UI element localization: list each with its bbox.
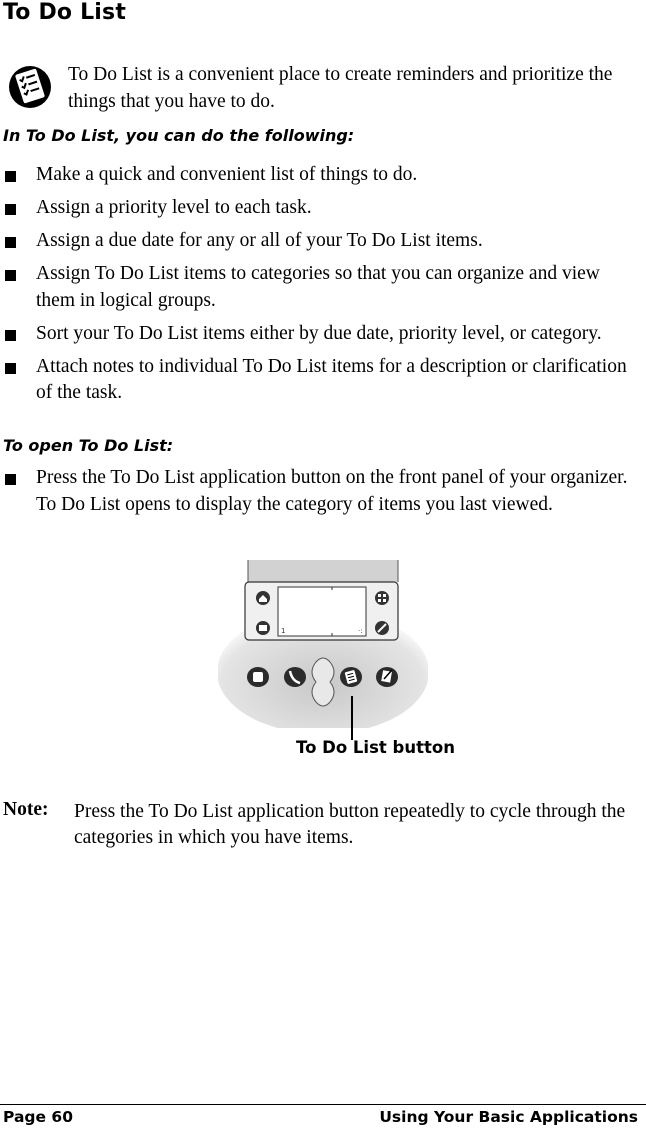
note-text: Press the To Do List application button repeatedly to cycle through the categories in which you have items.	[74, 801, 626, 848]
bullet-square-icon	[5, 330, 16, 341]
bullet-square-icon	[5, 363, 16, 374]
page-number: Page 60	[3, 1108, 73, 1126]
feature-list	[0, 162, 640, 413]
callout-line	[351, 696, 353, 740]
bullet-square-icon	[5, 270, 16, 281]
svg-text:1: 1	[281, 627, 286, 635]
list-item: Assign a due date for any or all of your To Do List items.	[0, 228, 640, 255]
note-label: Note:	[3, 799, 49, 820]
device-illustration	[218, 560, 428, 728]
open-steps-list	[0, 465, 640, 525]
svg-text:·:: ·:	[358, 627, 363, 635]
section-heading-features: In To Do List, you can do the following:	[3, 126, 355, 145]
chapter-title: Using Your Basic Applications	[379, 1108, 638, 1126]
list-item: Make a quick and convenient list of things to do.	[0, 162, 640, 189]
todo-button-callout: To Do List button	[296, 738, 455, 757]
bullet-square-icon	[5, 474, 16, 485]
list-item: Attach notes to individual To Do List items for a description or clarification of the task.	[0, 354, 640, 407]
page-title: To Do List	[3, 0, 127, 25]
footer-divider	[0, 1104, 646, 1105]
list-item: Sort your To Do List items either by due date, priority level, or category.	[0, 321, 640, 348]
section-heading-open: To open To Do List:	[3, 436, 174, 455]
list-item: Assign a priority level to each task.	[0, 195, 640, 222]
bullet-square-icon	[5, 204, 16, 215]
list-item: Assign To Do List items to categories so that you can organize and view them in logical groups.	[0, 261, 640, 314]
intro-text: To Do List is a convenient place to create reminders and prioritize the things that you have to do.	[68, 64, 613, 112]
list-item: Press the To Do List application button on the front panel of your organizer. To Do List opens to display the category of items you last viewed.	[0, 465, 640, 518]
todo-app-icon	[7, 62, 53, 110]
bullet-square-icon	[5, 171, 16, 182]
bullet-square-icon	[5, 237, 16, 248]
